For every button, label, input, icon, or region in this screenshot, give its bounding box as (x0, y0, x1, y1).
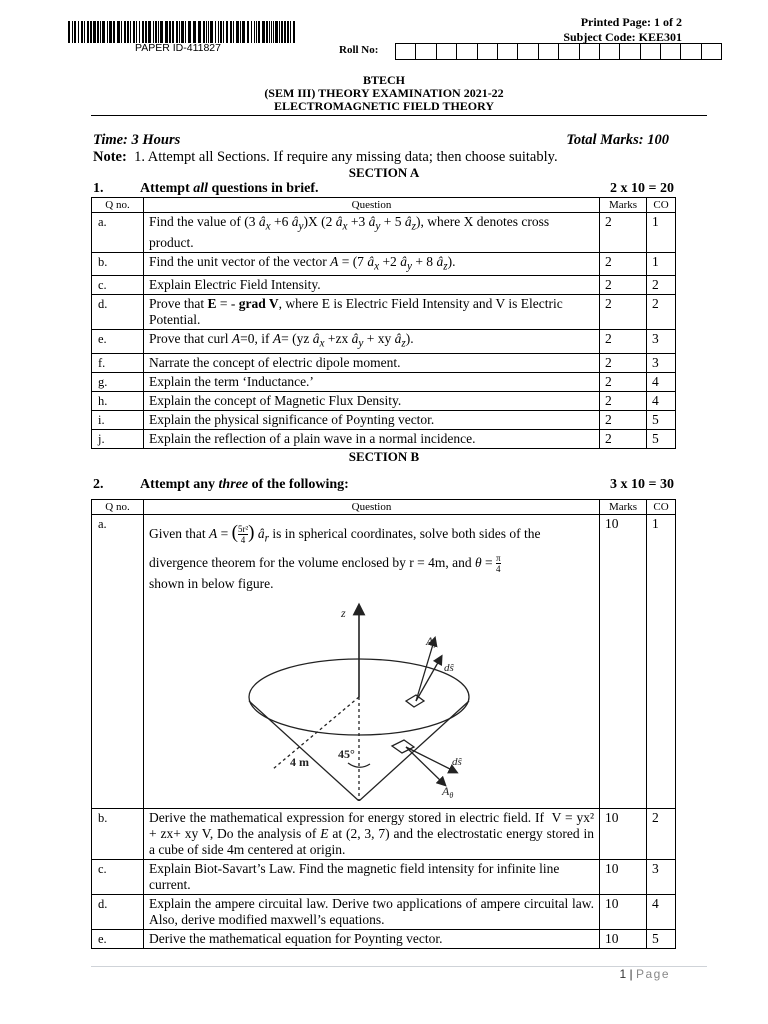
table-header (92, 500, 676, 515)
col-question: Question (144, 500, 600, 515)
question-text: Explain the physical significance of Poynting vector. (144, 411, 600, 430)
barcode-bar (107, 21, 108, 43)
barcode-bar (236, 21, 239, 43)
barcode-bar (165, 21, 168, 43)
roll-no-box[interactable] (415, 43, 436, 60)
col-qno: Q no. (92, 500, 144, 515)
question-text: Given that A = ( $\frac{\text{5r²}}{4}$ ) $â_r$ is in spherical coordinates, solve both sides of the divergence theorem for the volume enclosed by r = 4m, and θ = $\frac{\pi}{4}$ shown in below figure. z $A_r$ dŝ dŝ $A_\theta$ 4 m 45° (144, 515, 600, 809)
barcode-bar (271, 21, 272, 43)
footer-divider (91, 966, 707, 967)
barcode-bar (179, 21, 180, 43)
label-ds-top: dŝ (444, 662, 454, 674)
barcode-bar (275, 21, 278, 43)
barcode-bar (287, 21, 289, 43)
barcode-bar (121, 21, 122, 43)
roll-no-box[interactable] (619, 43, 640, 60)
table-row: d. Prove that E = - grad V, where E is Electric Field Intensity and V is Electric Potential. 2 2 (92, 295, 676, 330)
q1-number: 1. (93, 181, 104, 196)
barcode-bar (223, 21, 224, 43)
barcode-bar (210, 21, 213, 43)
barcode (68, 21, 297, 43)
question-text: Explain Biot-Savart’s Law. Find the magnetic field intensity for infinite line current. (144, 860, 600, 895)
barcode-bar (117, 21, 120, 43)
roll-no-box[interactable] (701, 43, 722, 60)
table-row: a. Find the value of (3 $â_x +6$ $â_y)X$ (2 $â_x +3$ $â_y + 5$ $â_z$), where X denotes cross product. 2 1 (92, 213, 676, 253)
table-row: d. Explain the ampere circuital law. Derive two applications of ampere circuital law. Also, derive modified maxwell’s equations. 10 4 (92, 895, 676, 930)
page-word: Page (635, 967, 670, 981)
page-separator: | (629, 967, 633, 981)
label-ar: $A_r$ (426, 634, 437, 650)
section-a-title: SECTION A (348, 165, 420, 180)
barcode-bar (266, 21, 268, 43)
barcode-bar (153, 21, 154, 43)
page-footer (619, 967, 670, 981)
label-atheta: $A_\theta$ (442, 784, 454, 800)
exam-note (93, 149, 558, 166)
barcode-bar (193, 21, 196, 43)
barcode-bar (290, 21, 291, 43)
barcode-bar (158, 21, 159, 43)
cone-figure (238, 601, 528, 801)
barcode-bar (72, 21, 73, 43)
barcode-bar (256, 21, 257, 43)
barcode-bar (113, 21, 115, 43)
page-meta (563, 15, 682, 45)
roll-no-box[interactable] (579, 43, 600, 60)
barcode-bar (206, 21, 207, 43)
table-row: e. Derive the mathematical equation for Poynting vector. 10 5 (92, 930, 676, 949)
table-row: f. Narrate the concept of electric dipole moment. 2 3 (92, 354, 676, 373)
table-row: i. Explain the physical significance of Poynting vector. 2 5 (92, 411, 676, 430)
total-marks: Total Marks: 100 (566, 132, 669, 148)
barcode-bar (279, 21, 280, 43)
barcode-bar (109, 21, 112, 43)
col-co: CO (647, 198, 676, 213)
barcode-bar (102, 21, 105, 43)
barcode-bar (155, 21, 157, 43)
note-label: Note: (93, 149, 127, 165)
table-row: e. Prove that curl A=0, if A= (yz $â_x +zx$ $â_y$ + xy $â_z$). 2 3 (92, 330, 676, 354)
barcode-bar (90, 21, 92, 43)
barcode-bar (281, 21, 283, 43)
barcode-bar (136, 21, 137, 43)
question-text: Prove that E = - grad V, where E is Electric Field Intensity and V is Electric Potential. (144, 295, 600, 330)
barcode-bar (273, 21, 274, 43)
table-row: g. Explain the term ‘Inductance.’ 2 4 (92, 373, 676, 392)
subject-code: Subject Code: KEE301 (563, 30, 682, 44)
barcode-bar (181, 21, 184, 43)
barcode-bar (198, 21, 201, 43)
question-text: Explain the concept of Magnetic Flux Density. (144, 392, 600, 411)
question-text: Derive the mathematical expression for energy stored in electric field. If V = yx² + zx+ xy V, Do the analysis of E at (2, 3, 7) and the electrostatic energy stored in a cube of side 4m centered at origin. (144, 809, 600, 860)
q1-instruction: Attempt all questions in brief. (140, 181, 319, 196)
barcode-bar (78, 21, 79, 43)
roll-no-box[interactable] (680, 43, 701, 60)
barcode-bar (188, 21, 191, 43)
section-b-title: SECTION B (348, 449, 420, 464)
barcode-bar (218, 21, 219, 43)
roll-no-box[interactable] (660, 43, 681, 60)
barcode-bar (220, 21, 222, 43)
barcode-bar (169, 21, 171, 43)
barcode-bar (97, 21, 99, 43)
question-text: Explain Electric Field Intensity. (144, 276, 600, 295)
barcode-bar (215, 21, 216, 43)
note-text: 1. Attempt all Sections. If require any missing data; then choose suitably. (134, 149, 558, 165)
table-row: b. Find the unit vector of the vector A = (7 $â_x +2$ $â_y + 8$ $â_z$). 2 1 (92, 252, 676, 276)
barcode-bar (208, 21, 209, 43)
q1-marks-scheme: 2 x 10 = 20 (610, 181, 674, 196)
barcode-bar (130, 21, 131, 43)
section-a-table (91, 197, 676, 449)
exam-time: Time: 3 Hours (93, 132, 181, 148)
question-text: Derive the mathematical equation for Poynting vector. (144, 930, 600, 949)
barcode-bar (81, 21, 83, 43)
barcode-bar (68, 21, 70, 43)
barcode-bar (247, 21, 249, 43)
barcode-bar (226, 21, 228, 43)
table-row: a. Given that A = ( $\frac{\text{5r²}}{4}$ ) $â_r$ is in spherical coordinates, solve both sides of the divergence theorem for the volume enclosed by r = 4m, and θ = $\frac{\pi}{4}$ shown in below figure. z $A_r$ dŝ dŝ $A_\theta$ 4 m 45° 10 1 (92, 515, 676, 809)
label-radius: 4 m (290, 755, 309, 769)
barcode-bar (84, 21, 85, 43)
table-row: j. Explain the reflection of a plain wave in a normal incidence. 2 5 (92, 430, 676, 449)
barcode-bar (242, 21, 245, 43)
table-row: c. Explain Electric Field Intensity. 2 2 (92, 276, 676, 295)
roll-no-box[interactable] (436, 43, 457, 60)
roll-no-box[interactable] (599, 43, 620, 60)
section-b-table (91, 499, 676, 949)
barcode-bar (87, 21, 89, 43)
table-row: b. Derive the mathematical expression for energy stored in electric field. If V = yx² + zx+ xy V, Do the analysis of E at (2, 3, 7) and the electrostatic energy stored in a cube of side 4m centered at origin. 10 2 (92, 809, 676, 860)
q2-number: 2. (93, 477, 104, 492)
q2-marks-scheme: 3 x 10 = 30 (610, 477, 674, 492)
roll-no-box[interactable] (477, 43, 498, 60)
program-title: BTECH (362, 73, 405, 87)
roll-no-boxes[interactable] (396, 43, 722, 60)
barcode-bar (284, 21, 286, 43)
subject-title: ELECTROMAGNETIC FIELD THEORY (273, 99, 495, 113)
question-text: Explain the term ‘Inductance.’ (144, 373, 600, 392)
table-row: c. Explain Biot-Savart’s Law. Find the magnetic field intensity for infinite line current. 10 3 (92, 860, 676, 895)
page-number: 1 (619, 967, 627, 981)
col-marks: Marks (600, 198, 647, 213)
barcode-bar (100, 21, 101, 43)
barcode-bar (148, 21, 151, 43)
label-z: z (341, 606, 346, 620)
barcode-bar (127, 21, 129, 43)
barcode-bar (203, 21, 205, 43)
roll-no-label: Roll No: (339, 44, 379, 56)
label-angle: 45° (338, 747, 355, 761)
printed-page: Printed Page: 1 of 2 (580, 15, 682, 29)
question-text: Prove that curl A=0, if A= (yz $â_x +zx$ $â_y$ + xy $â_z$). (144, 330, 600, 354)
barcode-bar (254, 21, 255, 43)
roll-no-box[interactable] (395, 43, 416, 60)
q2-instruction: Attempt any three of the following: (140, 477, 349, 492)
barcode-bar (160, 21, 163, 43)
barcode-bar (93, 21, 96, 43)
barcode-bar (258, 21, 260, 43)
question-text: Explain the ampere circuital law. Derive two applications of ampere circuital law. Also, derive modified maxwell’s equations. (144, 895, 600, 930)
roll-no-box[interactable] (558, 43, 579, 60)
barcode-bar (230, 21, 232, 43)
barcode-bar (176, 21, 178, 43)
barcode-bar (74, 21, 76, 43)
barcode-bar (262, 21, 265, 43)
barcode-bar (139, 21, 140, 43)
barcode-bar (133, 21, 135, 43)
barcode-bar (240, 21, 241, 43)
roll-no-box[interactable] (517, 43, 538, 60)
barcode-bar (269, 21, 270, 43)
col-qno: Q no. (92, 198, 144, 213)
table-row: h. Explain the concept of Magnetic Flux Density. 2 4 (92, 392, 676, 411)
barcode-bar (172, 21, 174, 43)
col-question: Question (144, 198, 600, 213)
barcode-bar (293, 21, 295, 43)
question-text: Find the value of (3 $â_x +6$ $â_y)X$ (2 $â_x +3$ $â_y + 5$ $â_z$), where X denotes cross product. (144, 213, 600, 253)
barcode-bar (251, 21, 252, 43)
label-ds-bottom: dŝ (452, 756, 462, 768)
roll-no-box[interactable] (640, 43, 661, 60)
roll-no-box[interactable] (497, 43, 518, 60)
barcode-bar (145, 21, 147, 43)
question-text: Explain the reflection of a plain wave in a normal incidence. (144, 430, 600, 449)
col-co: CO (647, 500, 676, 515)
col-marks: Marks (600, 500, 647, 515)
barcode-bar (233, 21, 234, 43)
barcode-bar (142, 21, 144, 43)
barcode-bar (185, 21, 186, 43)
question-text: Find the unit vector of the vector A = (7 $â_x +2$ $â_y + 8$ $â_z$). (144, 252, 600, 276)
roll-no-box[interactable] (538, 43, 559, 60)
roll-no-box[interactable] (456, 43, 477, 60)
table-header (92, 198, 676, 213)
barcode-bar (124, 21, 126, 43)
question-text: Narrate the concept of electric dipole moment. (144, 354, 600, 373)
paper-id: PAPER ID-411827 (135, 42, 221, 54)
exam-title: (SEM III) THEORY EXAMINATION 2021-22 (264, 86, 504, 100)
header-divider (91, 115, 707, 116)
